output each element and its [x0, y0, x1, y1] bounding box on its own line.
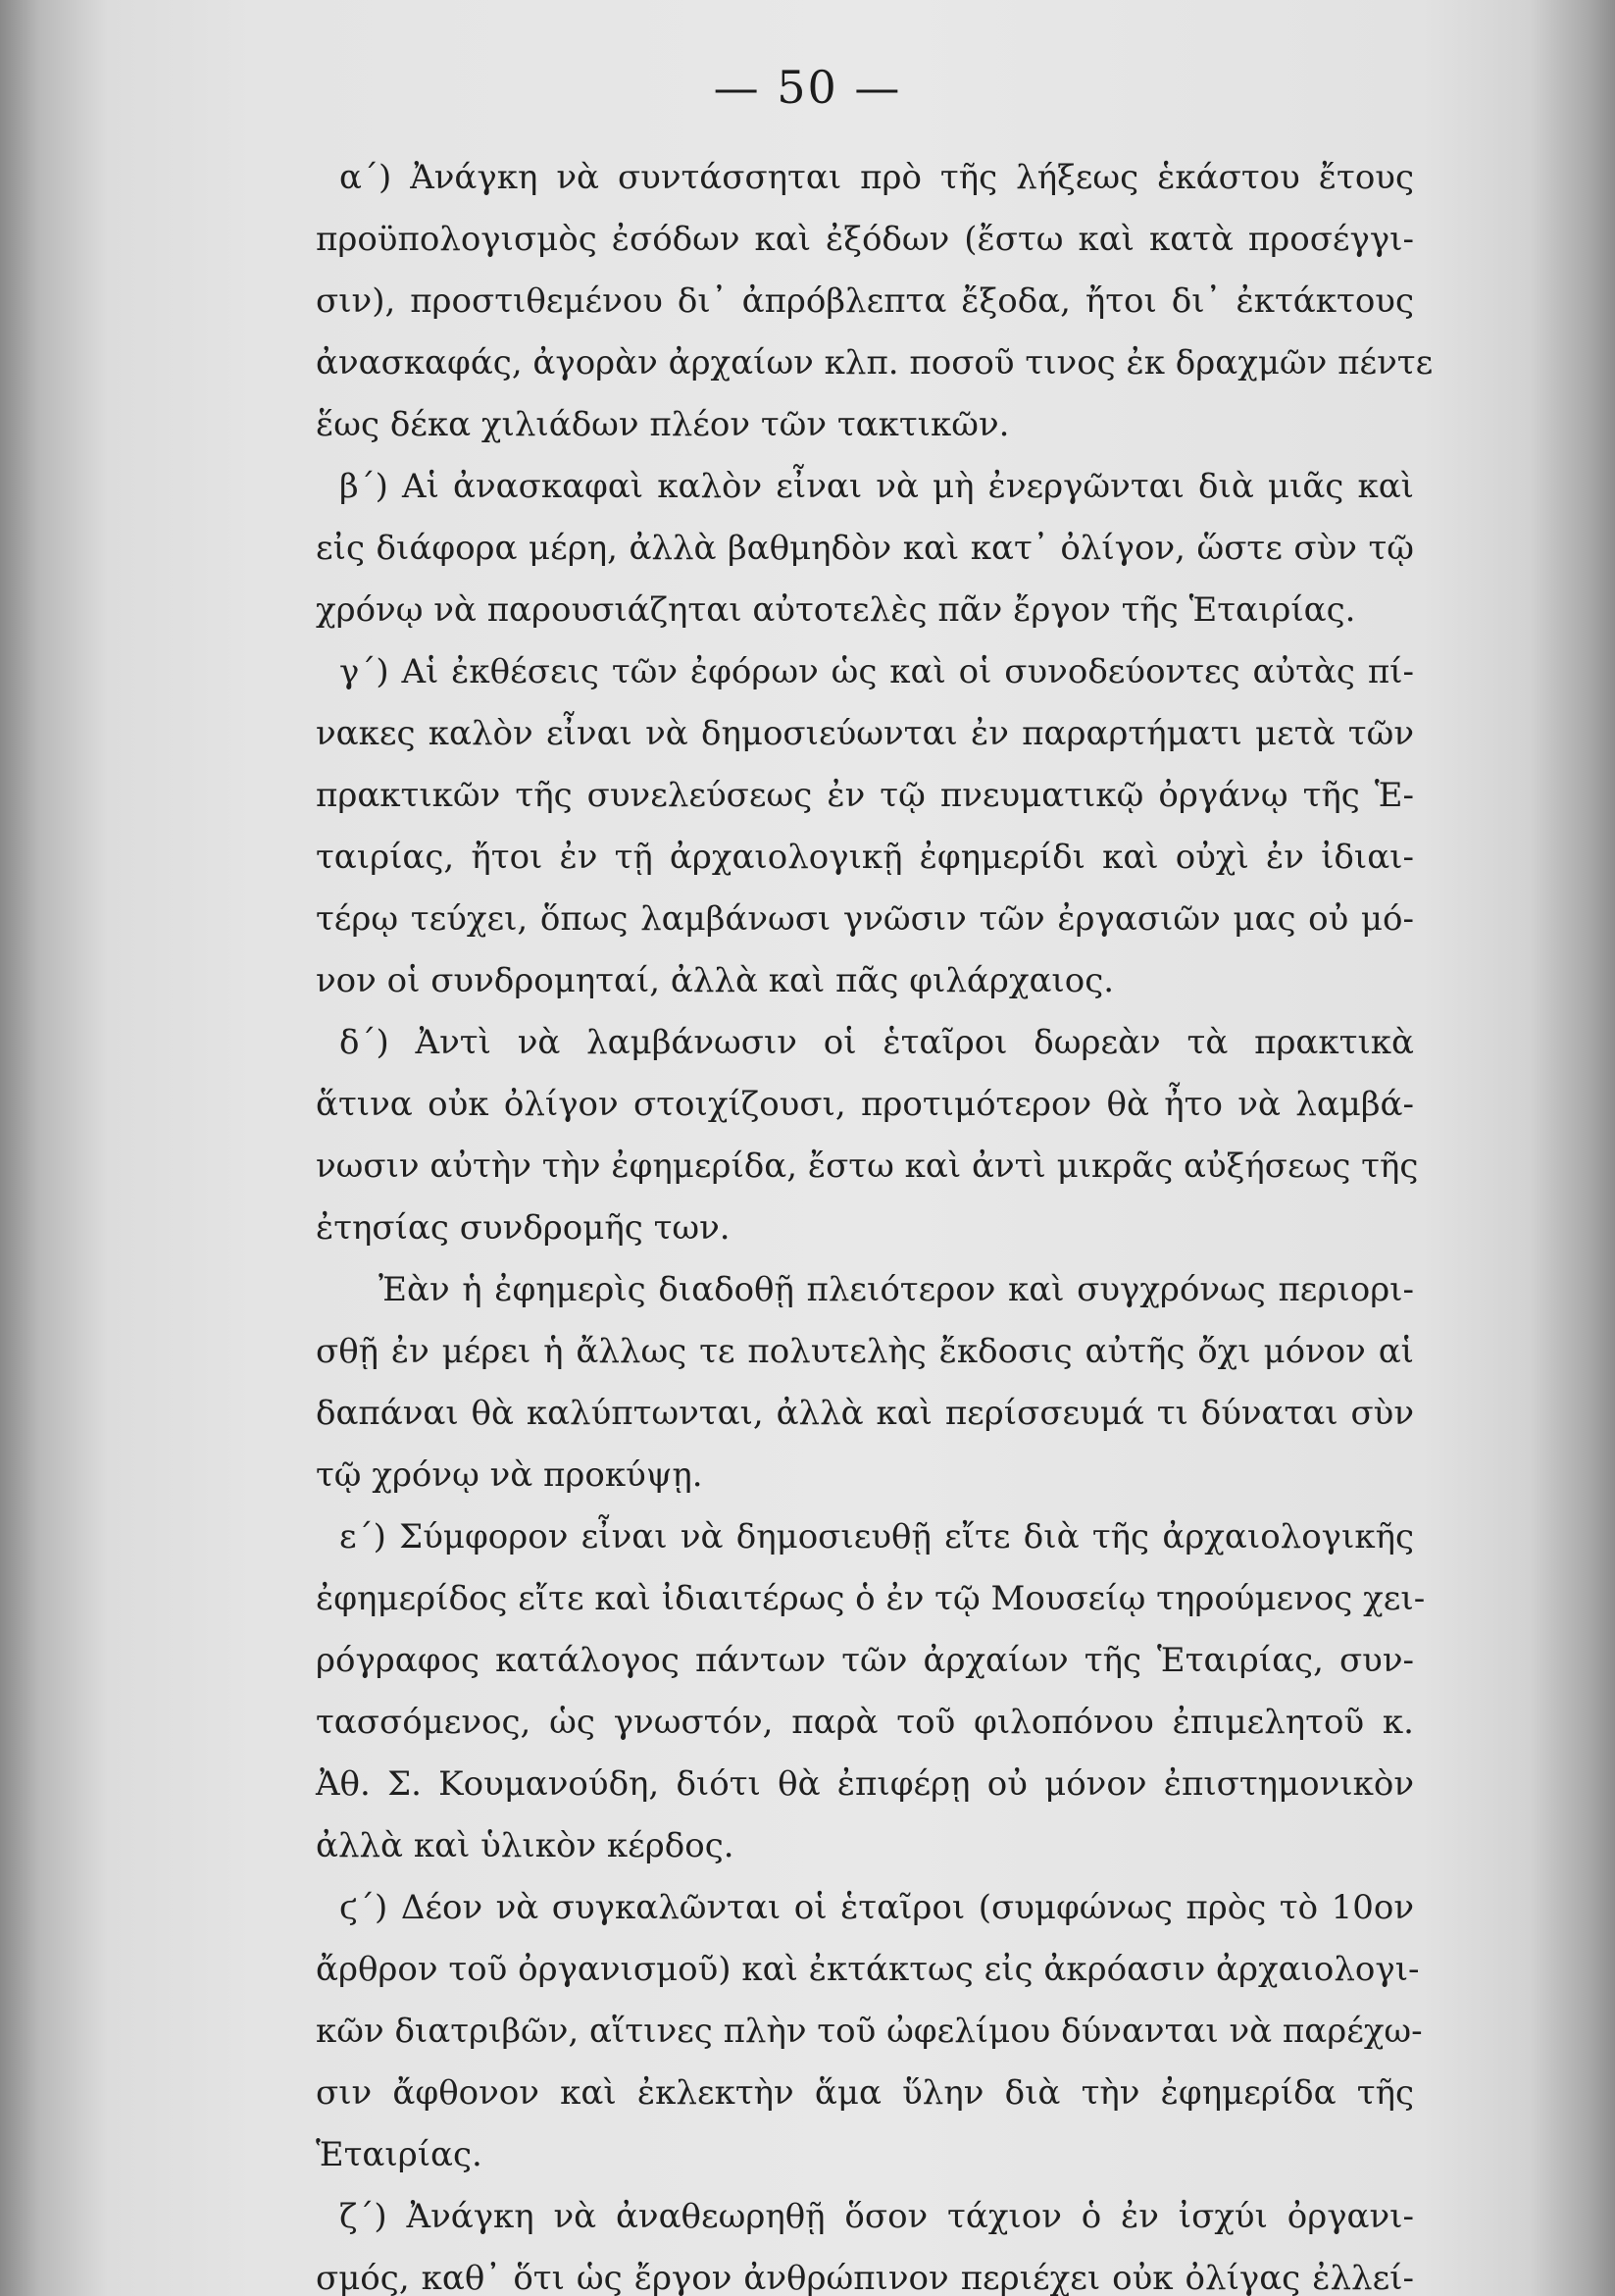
paragraph-b-line: εἰς διάφορα μέρη, ἀλλὰ βαθμηδὸν καὶ κατ᾽ ὀλίγον, ὥστε σὺν τῷ	[316, 529, 1414, 568]
paragraph-a-line: ἕως δέκα χιλιάδων πλέον τῶν τακτικῶν.	[316, 405, 1010, 444]
paragraph-g-line: ζ΄) Ἀνάγκη νὰ ἀναθεωρηθῇ ὅσον τάχιον ὁ ἐν ἰσχύι ὀργανι-	[339, 2197, 1414, 2236]
paragraph-f-line: σιν ἄφθονον καὶ ἐκλεκτὴν ἅμα ὕλην διὰ τὴν ἐφημερίδα τῆς	[316, 2073, 1414, 2113]
paragraph-a-line: προϋπολογισμὸς ἐσόδων καὶ ἐξόδων (ἔστω καὶ κατὰ προσέγγι-	[316, 220, 1414, 259]
paragraph-b-line: β΄) Αἱ ἀνασκαφαὶ καλὸν εἶναι νὰ μὴ ἐνεργῶνται διὰ μιᾶς καὶ	[339, 467, 1414, 506]
paragraph-d-line: δ΄) Ἀντὶ νὰ λαμβάνωσιν οἱ ἑταῖροι δωρεὰν τὰ πρακτικὰ	[339, 1023, 1414, 1062]
paragraph-b-line: χρόνῳ νὰ παρουσιάζηται αὐτοτελὲς πᾶν ἔργον τῆς Ἑταιρίας.	[316, 590, 1356, 630]
paragraph-f-line: ϛ΄) Δέον νὰ συγκαλῶνται οἱ ἑταῖροι (συμφώνως πρὸς τὸ 10ον	[339, 1888, 1414, 1927]
paragraph-d-line: ἐτησίας συνδρομῆς των.	[316, 1208, 731, 1248]
paragraph-e-line: ἀλλὰ καὶ ὑλικὸν κέρδος.	[316, 1826, 734, 1865]
paragraph-c-line: νακες καλὸν εἶναι νὰ δημοσιεύωνται ἐν παραρτήματι μετὰ τῶν	[316, 714, 1414, 753]
paragraph-d-line: νωσιν αὐτὴν τὴν ἐφημερίδα, ἔστω καὶ ἀντὶ μικρᾶς αὐξήσεως τῆς	[316, 1147, 1419, 1186]
paragraph-c-line: γ΄) Αἱ ἐκθέσεις τῶν ἐφόρων ὡς καὶ οἱ συνοδεύοντες αὐτὰς πί-	[339, 652, 1414, 691]
paragraph-f-line: ἄρθρον τοῦ ὀργανισμοῦ) καὶ ἐκτάκτως εἰς ἀκρόασιν ἀρχαιολογι-	[316, 1950, 1420, 1989]
paragraph-c-line: πρακτικῶν τῆς συνελεύσεως ἐν τῷ πνευματικῷ ὀργάνῳ τῆς Ἑ-	[316, 776, 1414, 815]
paragraph-c-line: νον οἱ συνδρομηταί, ἀλλὰ καὶ πᾶς φιλάρχαιος.	[316, 961, 1115, 1000]
paragraph-g-line: σμός, καθ᾽ ὅτι ὡς ἔργον ἀνθρώπινον περιέχει οὐκ ὀλίγας ἐλλεί-	[316, 2259, 1414, 2296]
paragraph-d2-line: σθῇ ἐν μέρει ἡ ἄλλως τε πολυτελὴς ἔκδοσις αὐτῆς ὄχι μόνον αἱ	[316, 1332, 1414, 1371]
paragraph-d2-line: τῷ χρόνῳ νὰ προκύψῃ.	[316, 1455, 703, 1495]
paragraph-e-line: ρόγραφος κατάλογος πάντων τῶν ἀρχαίων τῆς Ἑταιρίας, συν-	[316, 1641, 1414, 1680]
paragraph-a-line: σιν), προστιθεμένου δι᾽ ἀπρόβλεπτα ἔξοδα, ἤτοι δι᾽ ἐκτάκτους	[316, 281, 1414, 321]
paragraph-a-line: ἀνασκαφάς, ἀγορὰν ἀρχαίων κλπ. ποσοῦ τινος ἐκ δραχμῶν πέντε	[316, 343, 1434, 383]
body-text	[316, 147, 1434, 2296]
paragraph-a-line: α΄) Ἀνάγκη νὰ συντάσσηται πρὸ τῆς λήξεως ἑκάστου ἔτους	[339, 158, 1414, 197]
paragraph-d2-line: Ἐὰν ἡ ἐφημερὶς διαδοθῇ πλειότερον καὶ συγχρόνως περιορι-	[379, 1270, 1414, 1309]
paragraph-f-line: κῶν διατριβῶν, αἵτινες πλὴν τοῦ ὠφελίμου δύνανται νὰ παρέχω-	[316, 2012, 1423, 2051]
paragraph-e-line: τασσόμενος, ὡς γνωστόν, παρὰ τοῦ φιλοπόνου ἐπιμελητοῦ κ.	[316, 1703, 1414, 1742]
page-number: — 50 —	[713, 61, 902, 114]
paragraph-c-line: τέρῳ τεύχει, ὅπως λαμβάνωσι γνῶσιν τῶν ἐργασιῶν μας οὐ μό-	[316, 899, 1414, 939]
paragraph-d-line: ἅτινα οὐκ ὀλίγον στοιχίζουσι, προτιμότερον θὰ ἦτο νὰ λαμβά-	[316, 1085, 1414, 1124]
paragraph-c-line: ταιρίας, ἤτοι ἐν τῇ ἀρχαιολογικῇ ἐφημερίδι καὶ οὐχὶ ἐν ἰδιαι-	[316, 838, 1414, 877]
paragraph-d2-line: δαπάναι θὰ καλύπτωνται, ἀλλὰ καὶ περίσσευμά τι δύναται σὺν	[316, 1394, 1414, 1433]
paragraph-e-line: ἐφημερίδος εἴτε καὶ ἰδιαιτέρως ὁ ἐν τῷ Μουσείῳ τηρούμενος χει-	[316, 1579, 1426, 1618]
paragraph-e-line: ε΄) Σύμφορον εἶναι νὰ δημοσιευθῇ εἴτε διὰ τῆς ἀρχαιολογικῆς	[339, 1517, 1414, 1556]
paragraph-f-line: Ἑταιρίας.	[316, 2135, 482, 2174]
paragraph-e-line: Ἀθ. Σ. Κουμανούδη, διότι θὰ ἐπιφέρῃ οὐ μόνον ἐπιστημονικὸν	[316, 1764, 1414, 1804]
